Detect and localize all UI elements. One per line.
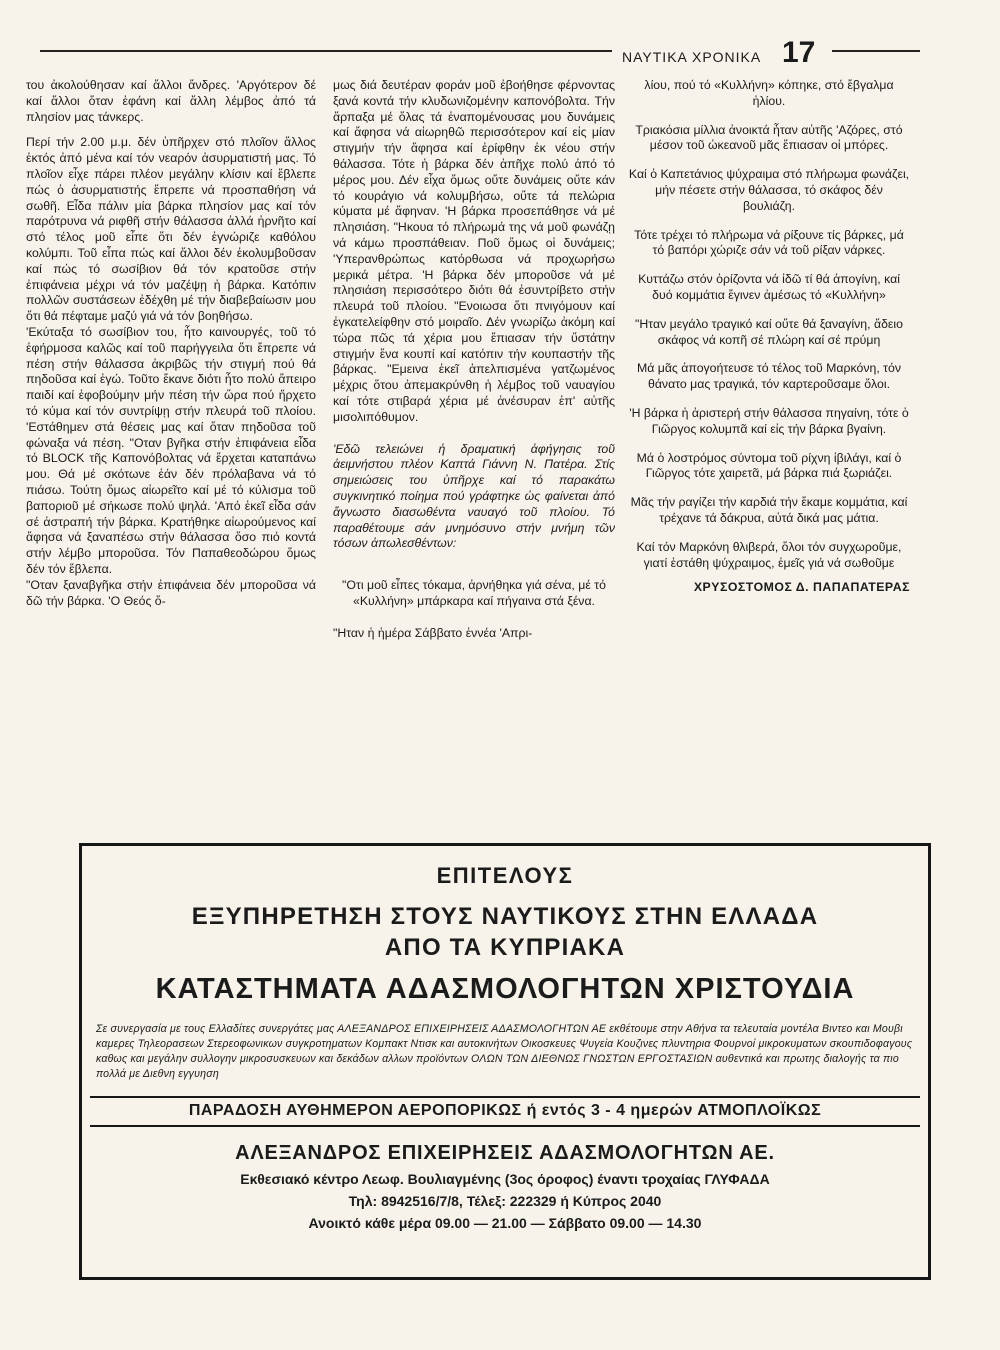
header-rule-right bbox=[832, 50, 920, 52]
page-header bbox=[40, 36, 920, 70]
ad-subheadline-line2: ΑΠΟ ΤΑ ΚΥΠΡΙΑΚΑ bbox=[384, 934, 626, 961]
poem-stanza: Μά μᾶς ἀπογοήτευσε τό τέλος τοῦ Μαρκόνη, τόν θάνατο μας τραγικά, τόν καρτεροῦσαμε ὅλοι. bbox=[636, 361, 902, 392]
poem-stanza: "Ηταν ἡ ἡμέρα Σάββατο ἐννέα 'Απρι- bbox=[333, 625, 533, 640]
poem-stanza: λίου, πού τό «Κυλλήνη» κόπηκε, στό ἔβγαλμα ἡλίου. bbox=[644, 78, 894, 108]
poem-stanza: Μᾶς τήν ραγίζει τήν καρδιά τήν ἔκαμε κομμάτια, καί τρέχανε τά δάκρυα, αὐτά δικά μας μάτια. bbox=[630, 495, 908, 525]
ad-store-name: ΚΑΤΑΣΤΗΜΑΤΑ ΑΔΑΣΜΟΛΟΓΗΤΩΝ ΧΡΙΣΤΟΥΔΙΑ bbox=[155, 973, 855, 1005]
ad-delivery-banner: ΠΑΡΑΔΟΣΗ ΑΥΘΗΜΕΡΟΝ ΑΕΡΟΠΟΡΙΚΩΣ ή εντός 3 - 4 ημερών ΑΤΜΟΠΛΟΪΚΩΣ bbox=[90, 1096, 920, 1127]
poem-stanza: Τότε τρέχει τό πλήρωμα νά ρίξουνε τίς βάρκες, μά τό βαπόρι χώριζε σάν νά τοῦ ρίξαν νάρκες. bbox=[634, 227, 904, 258]
page-number: 17 bbox=[782, 36, 816, 69]
ad-body-text: Σε συνεργασία με τους Ελλαδίτες συνεργάτες μας ΑΛΕΞΑΝΔΡΟΣ ΕΠΙΧΕΙΡΗΣΕΙΣ ΑΔΑΣΜΟΛΟΓΗΤΩΝ ΑΕ εκθέτουμε στην Αθήνα τα τελευταία μοντέλα Βιντεο και Μουβι καμερες Τηλεορασεων Στερεοφωνικων συγκροτηματων Κομπακτ Ντισκ και αυτοκινήτων Οικοσκευες Ψυγεία Κουζινες πλυντηρια Φουρνοί μικροκυματων σκουπιδοφαγους καθως και μεγάλην συλλογην μικροσυσκευων και δεκάδων αλλων προϊόντων ΟΛΩΝ ΤΩΝ ΔΙΕΘΝΩΣ ΓΝΩΣΤΩΝ ΕΡΓΟΣΤΑΣΙΩΝ αυθεντικά και πρωτης διαλογής τα πιο πολλά με Διεθνη εγγυηση bbox=[96, 1023, 913, 1080]
poem-stanza: "Ηταν μεγάλο τραγικό καί οὔτε θά ξαναγίνη, ἄδειο σκάφος νά κοπῆ σέ πλώρη καί σέ πρύμη bbox=[635, 316, 903, 347]
column-paragraph: του ἀκολούθησαν καί ἄλλοι ἄνδρες. 'Αργότερον δέ καί ἄλλοι ὅταν ἐφάνη καί ἄλλη λέμβος ἀπό τά πλησίον μας τάνκερς. bbox=[26, 78, 316, 124]
poem-stanza: Τριακόσια μίλλια ἀνοικτά ἦταν αὐτῆς 'Αζόρες, στό μέσον τοῦ ὠκεανοῦ μᾶς ἔπιασαν οἱ μπόρες. bbox=[635, 122, 903, 153]
poem-stanza: Κυττάζω στόν ὁρίζοντα νά ἰδῶ τί θά ἀπογίνη, καί δυό κομμάτια ἔγινεν ἀμέσως τό «Κυλλήνη» bbox=[638, 272, 900, 302]
advertisement-box bbox=[79, 843, 931, 1280]
poem-column bbox=[628, 78, 910, 596]
header-rule-left bbox=[40, 50, 612, 52]
ad-subheadline-line1: ΕΞΥΠΗΡΕΤΗΣΗ ΣΤΟΥΣ ΝΑΥΤΙΚΟΥΣ ΣΤΗΝ ΕΛΛΑΔΑ bbox=[191, 903, 819, 930]
ad-address: Εκθεσιακό κέντρο Λεωφ. Βουλιαγμένης (3ος όροφος) έναντι τροχαίας ΓΛΥΦΑΔΑ bbox=[240, 1171, 770, 1187]
poem-stanza: Καί τόν Μαρκόνη θλιβερά, ὅλοι τόν συγχωροῦμε, γιατί ἐστάθη ψύχραιμος, ἐμεῖς γιά νά σωθοῦμε bbox=[636, 539, 902, 570]
poem-stanza: 'Η βάρκα ἡ ἀριστερή στήν θάλασσα πηγαίνη, τότε ὁ Γιῶργος κολυμπᾶ καί εἰς τήν βάρκα βγαίνη. bbox=[629, 405, 909, 436]
column-paragraph: 'Εκύταξα τό σωσίβιον του, ἦτο καινουργές, τοῦ τό ἐφήρμοσα καλῶς καί τοῦ παρήγγειλα ὅτι ἔπρεπε νά πέση στήν θάλασσα ἀκριβῶς τήν στιγμή πού θά πηδοῦσα καί ἐγώ. Τοῦτο ἔκανε διότι ἦτο πολύ ἄπειρο παιδί καί ἐφοβούμην μήν πέση τήν ὥρα πού ἤρχετο τό κύμα καί τόν συντρίψῃ στήν πλευρά τοῦ πλοίου. 'Εστάθημεν στά θέσεις μας καί ὅταν πηδοῦσα τοῦ φώναξα νά πέση. "Οταν βγῆκα στήν ἐπιφάνεια εἶδα τό BLOCK τῆς Καπονόβολτας νά ἔρχεται καταπάνω μου. Θά μέ σκότωνε ἐάν δέν πρόλαβανα νά τό πιάσω. Τούτη ὅμως αἰωρεῖτο καί μέ τό κύλισμα τοῦ βαποριοῦ μέ σήκωσε πολύ ψηλά. 'Από ἐκεῖ εἶδα σάν σέ ἀστραπή τήν βάρκα. Κρατήθηκε αἰωρούμενος καί ἄφησα νά ξαναπέσω στήν θάλασσα ὅσο πιό κοντά στήν λέμβο μποροῦσα. Τόν Παπαθεοδώρου ὅμως δέν τόν ἔβλεπα. bbox=[26, 324, 316, 576]
column-paragraph: Περί τήν 2.00 μ.μ. δέν ὑπῆρχεν στό πλοῖον ἄλλος ἐκτός ἀπό μένα καί τόν νεαρόν ἀσυρματιστή μας. Τό πλοῖον εἶχε πάρει πλέον μεγάλην κλίσιν καί ἔβλεπε πώς ὁ ἀσυρματιστής ἔπρεπε νά προσπαθήση νά σωθῆ. Εἶδα πάλιν μία βάρκα πλησίον μας καί τόν παρότρυνα νά ριφθῆ στήν θάλασσα ἀλλά ἠρνῆτο καί στό τέλος μοῦ εἶπε ὅτι δέν ἐγνώριζε καθόλου κολύμπι. Τοῦ εἶπα πώς καί ἄλλοι δέν ἐκολυμβοῦσαν καί πώς τό σωσίβιον θά τόν κρατοῦσε στήν ἐπιφάνεια μέχρι νά τόν μαζέψῃ ἡ βάρκα. Κατόπιν πολλῶν συστάσεων ἐδέχθη μέ τήν διαβεβαίωσιν μου ὅτι θά πέφταμε μαζύ γιά νά τόν βοηθήσω. bbox=[26, 135, 316, 324]
editor-note: 'Εδῶ τελειώνει ἡ δραματική ἀφήγησις τοῦ ἀειμνήστου πλέον Καπτά Γιάννη Ν. Πατέρα. Στίς σημειώσεις του ὑπῆρχε καί τό παρακάτω συγκινητικό ποίημα πού γράφτηκε ὡς φαίνεται ἀπό ἄγνωστο διασωθέντα ναυαγό τοῦ πλοίου. Τό παραθέτουμε σάν μνημόσυνο στήν μνήμη τῶν τόσων ἀπωλεσθέντων: bbox=[333, 441, 615, 551]
poem-stanza: "Οτι μοῦ εἶπες τόκαμα, ἀρνήθηκα γιά σένα, μέ τό «Κυλλήνη» μπάρκαρα καί πήγαινα στά ξένα. bbox=[342, 578, 606, 608]
author-signature: ΧΡΥΣΟΣΤΟΜΟΣ Δ. ΠΑΠΑΠΑΤΕΡΑΣ bbox=[693, 580, 910, 595]
ad-hours: Ανοικτό κάθε μέρα 09.00 — 21.00 — Σάββατο 09.00 — 14.30 bbox=[308, 1215, 702, 1231]
article-column-1 bbox=[26, 78, 316, 609]
column-paragraph: "Οταν ξαναβγῆκα στήν ἐπιφάνεια δέν μποροῦσα νά δῶ τήν βάρκα. 'Ο Θεός ὅ- bbox=[26, 577, 316, 608]
ad-subheadline bbox=[90, 901, 920, 963]
ad-headline: ΕΠΙΤΕΛΟΥΣ bbox=[436, 863, 574, 888]
poem-stanza: Καί ὁ Καπετάνιος ψύχραιμα στό πλήρωμα φωνάζει, μήν πέσετε στήν θάλασσα, τό σκάφος δέν βουλιάζη. bbox=[628, 167, 910, 213]
poem-stanza: Μά ὁ λοστρόμος σύντομα τοῦ ρίχνη ἰβιλάγι, καί ὁ Γιῶργος τότε χαιρετᾶ, μά βάρκα πιά ξωριάζει. bbox=[636, 450, 902, 481]
ad-company-name: ΑΛΕΞΑΝΔΡΟΣ ΕΠΙΧΕΙΡΗΣΕΙΣ ΑΔΑΣΜΟΛΟΓΗΤΩΝ ΑΕ. bbox=[235, 1142, 775, 1164]
section-title: ΝΑΥΤΙΚΑ ΧΡΟΝΙΚΑ bbox=[622, 49, 762, 65]
ad-phone: Τηλ: 8942516/7/8, Τέλεξ: 222329 ή Κύπρος 2040 bbox=[348, 1193, 662, 1209]
article-column-2 bbox=[333, 78, 615, 642]
column-paragraph: μως διά δευτέραν φοράν μοῦ ἐβοήθησε φέρνοντας ξανά κοντά τήν κλυδωνιζομένην καπονόβολτα. Τήν ἅρπαξα μέ ὅλας τά ἐναπομένουσας μου δυνάμεις καί ἄφησα νά αἰωρηθῶ περισσότερον καί εἰς μίαν στιγμήν τήν ἄφησα καί ἐρίφθην ἐκ νέου στήν θάλασσα. Τότε ἡ βάρκα δέν ἀπῆχε πολύ ἀπό τό μέρος μου. Δέν εἶχα ὅμως οὔτε δυνάμεις οὔτε κάν τό κουράγιο νά κολυμβήσω, οὔτε τά πελώρια κύματα μέ ἄφηναν. 'Η βάρκα προσεπάθησε νά μέ πλησιάση. "Ηκουα τό πλήρωμά της νά μοῦ φωνάζῃ νά κάμω προσπάθειαν. Ποῦ ὅμως οἱ δυνάμεις; 'Υπερανθρώπως κατόρθωσα νά προχωρήσω μερικά μέτρα. 'Η βάρκα δέν μποροῦσε νά μέ πλησιάση περισσότερο διότι θά ἐσυντρίβετο στήν πλευρά τοῦ πλοίου. "Ενοιωσα ὅτι πνιγόμουν καί ἐγκατελείφθην στό μοιραῖο. Δέν γνωρίζω ἀκόμη καί τώρα πῶς τά χέρια μου ἔπιασαν τήν ὕστάτην στιγμήν ἕνα κουπί καί κατόπιν τήν κουπαστήν τῆς βάρκας. "Εμεινα ἐκεῖ ἀπελπισμένα γατζωμένος μέχρις ὅτου ἀπεμακρύνθη ἡ λέμβος τοῦ ναυαγίου καί τότε στιβαρά χέρια μέ ἀνέσυραν ἐπ' αὐτῆς μισολιπόθυμον. bbox=[333, 78, 615, 424]
